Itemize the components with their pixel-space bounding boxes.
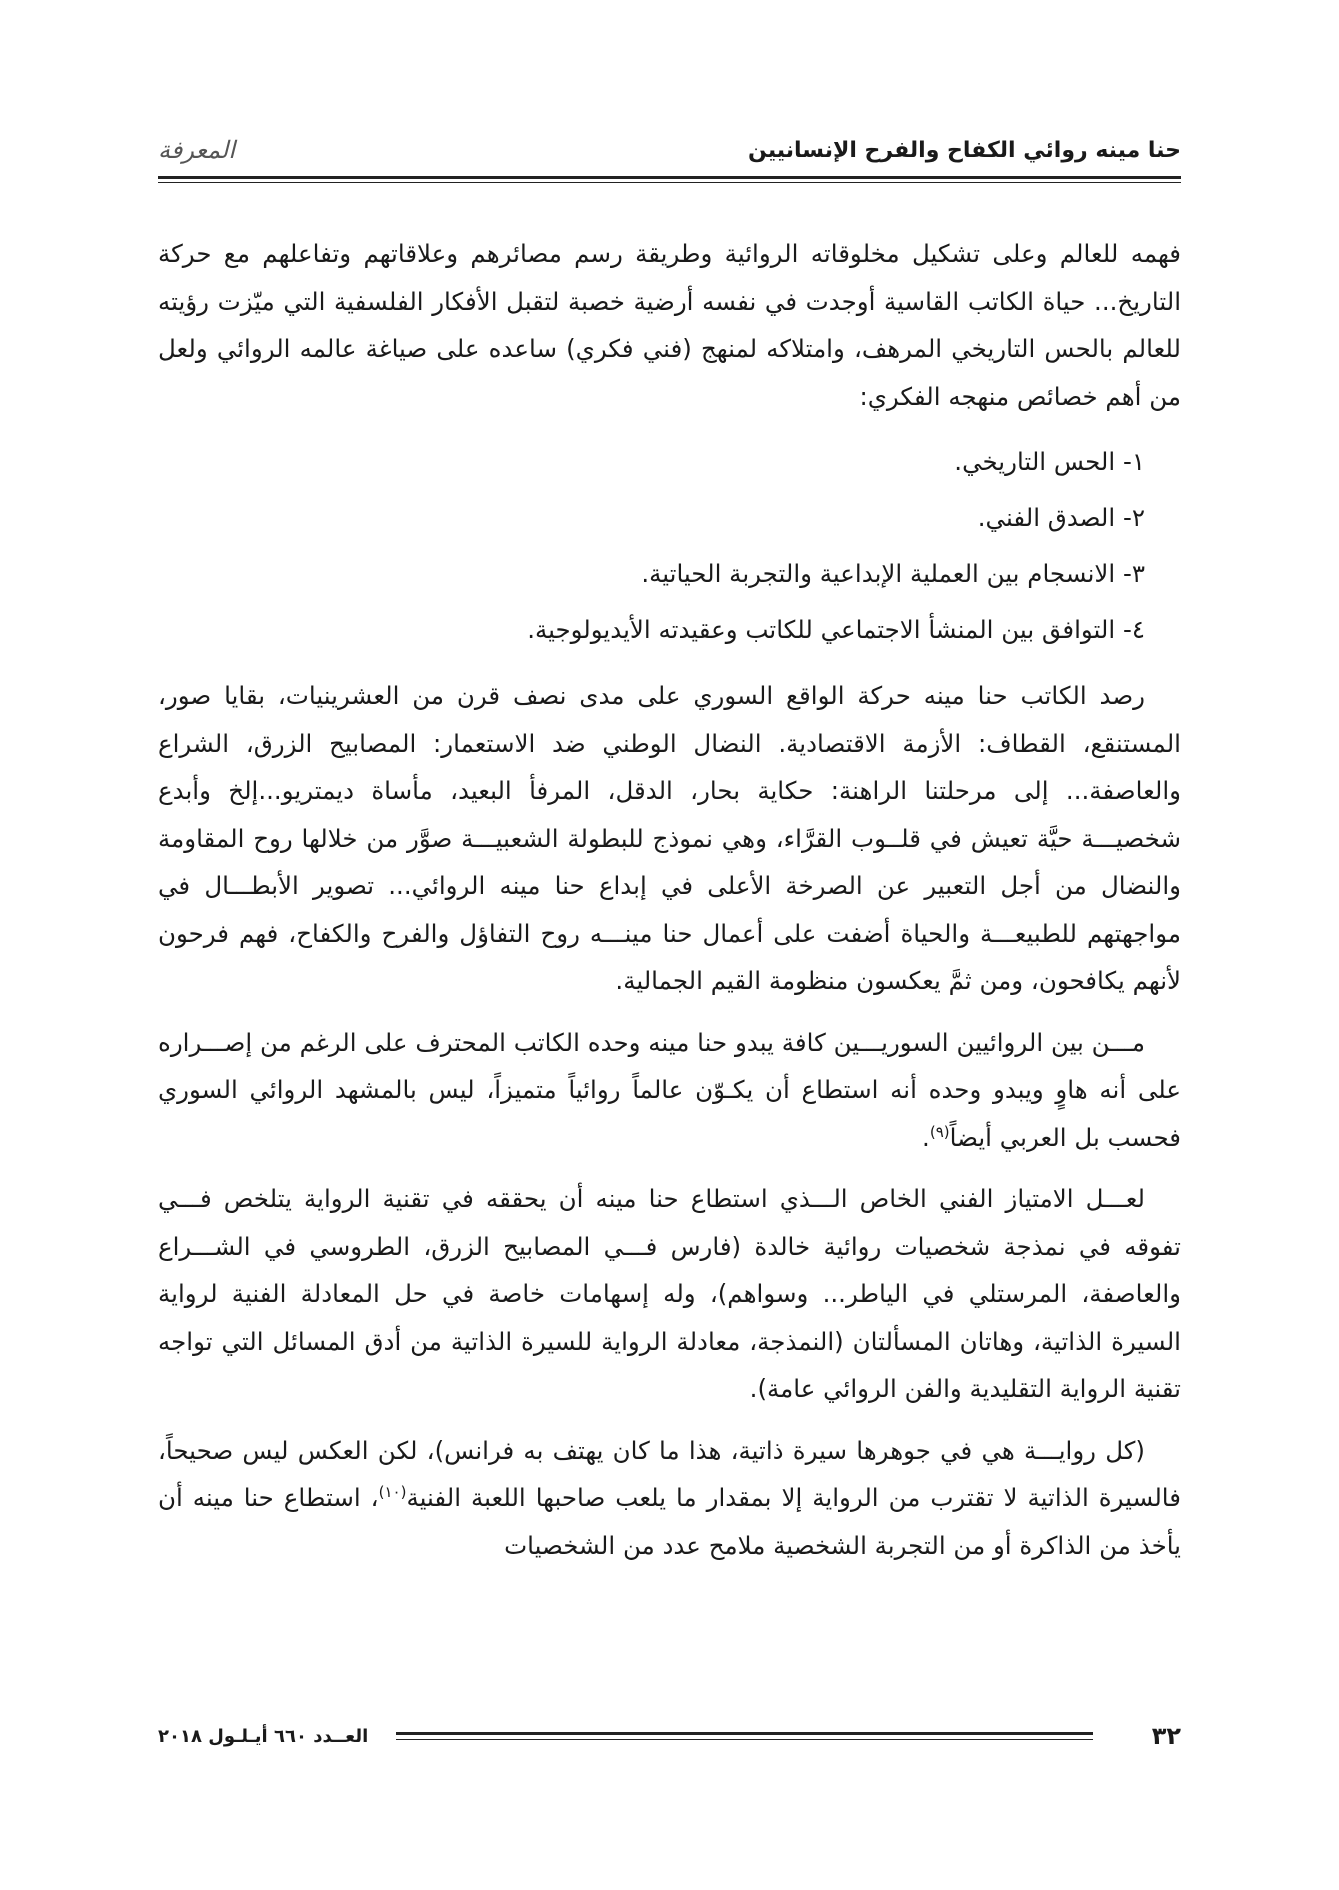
paragraph-1: فهمه للعالم وعلى تشكيل مخلوقاته الروائية وطريقة رسم مصائرهم وعلاقاتهم وتفاعلهم مع حركة التاريخ... حياة الكاتب القاسية أوجدت في نفسه أرضية خصبة لتقبل الأفكار الفلسفية التي ميّزت رؤيته للعالم بالحس التاريخي المرهف، وامتلاكه لمنهج (فني فكري) ساعده على صياغة عالمه الروائي ولعل من أهم خصائص منهجه الفكري:	[158, 239, 1181, 411]
paragraph-5	[158, 1427, 1181, 1570]
features-list	[158, 434, 1181, 658]
page-number: ٣٢	[1151, 1722, 1181, 1750]
header-rule	[158, 176, 1181, 183]
list-item: ٤- التوافق بين المنشأ الاجتماعي للكاتب وعقيدته الأيديولوجية.	[527, 615, 1145, 644]
paragraph-3-text: مـــن بين الروائيين السوريـــين كافة يبدو حنا مينه وحده الكاتب المحترف على الرغم من إصـــراره على أنه هاوٍ ويبدو وحده أنه استطاع أن يكـوّن عالماً روائياً متميزاً، ليس بالمشهد الروائي السوري فحسب بل العربي أيضاً	[158, 1027, 1181, 1152]
magazine-logo: المعرفة	[158, 136, 236, 164]
paragraph-3-end: .	[922, 1122, 930, 1152]
running-title: حنا مينه روائي الكفاح والفرح الإنسانيين	[748, 137, 1181, 163]
issue-info: العــدد ٦٦٠ أيـلـول ٢٠١٨	[158, 1725, 369, 1747]
footnote-ref-10: (١٠)	[378, 1482, 407, 1501]
footer-rule	[396, 1732, 1093, 1740]
list-item: ٣- الانسجام بين العملية الإبداعية والتجربة الحياتية.	[641, 559, 1145, 588]
paragraph-3	[158, 1019, 1181, 1162]
list-item: ١- الحس التاريخي.	[954, 447, 1145, 476]
paragraph-5-text: (كل روايـــة هي في جوهرها سيرة ذاتية، هذا ما كان يهتف به فرانس)، لكن العكس ليس صحيحاً، فالسيرة الذاتية لا تقترب من الرواية إلا بمقدار ما يلعب صاحبها اللعبة الفنية	[158, 1435, 1181, 1512]
footnote-ref-9: (٩)	[929, 1122, 950, 1141]
article-body	[158, 230, 1181, 1583]
paragraph-4: لعـــل الامتياز الفني الخاص الـــذي استطاع حنا مينه أن يحققه في تقنية الرواية يتلخص فـــي تفوقه في نمذجة شخصيات روائية خالدة (فارس فـــي المصابيح الزرق، الطروسي في الشـــراع والعاصفة، المرستلي في الياطر... وسواهم)، وله إسهامات خاصة في حل المعادلة الفنية لرواية السيرة الذاتية، وهاتان المسألتان (النمذجة، معادلة الرواية للسيرة الذاتية من أدق المسائل التي تواجه تقنية الرواية التقليدية والفن الروائي عامة).	[158, 1184, 1181, 1403]
page-header	[158, 128, 1181, 172]
paragraph-2: رصد الكاتب حنا مينه حركة الواقع السوري على مدى نصف قرن من العشرينيات، بقايا صور، المستنقع، القطاف: الأزمة الاقتصادية. النضال الوطني ضد الاستعمار: المصابيح الزرق، الشراع والعاصفة... إلى مرحلتنا الراهنة: حكاية بحار، الدقل، المرفأ البعيد، مأساة ديمتريو...إلخ وأبدع شخصيـــة حيَّة تعيش في قلــوب القرَّاء، وهي نموذج للبطولة الشعبيـــة صوَّر من خلالها روح المقاومة والنضال من أجل التعبير عن الصرخة الأعلى في إبداع حنا مينه الروائي... تصوير الأبطـــال في مواجهتهم للطبيعـــة والحياة أضفت على أعمال حنا مينـــه روح التفاؤل والفرح والكفاح، فهم فرحون لأنهم يكافحون، ومن ثمَّ يعكسون منظومة القيم الجمالية.	[158, 681, 1181, 995]
list-item: ٢- الصدق الفني.	[977, 503, 1145, 532]
page-footer	[158, 1716, 1181, 1756]
paragraph-5-end: ، استطاع حنا مينه أن يأخذ من الذاكرة أو من التجربة الشخصية ملامح عدد من الشخصيات	[158, 1483, 1181, 1560]
